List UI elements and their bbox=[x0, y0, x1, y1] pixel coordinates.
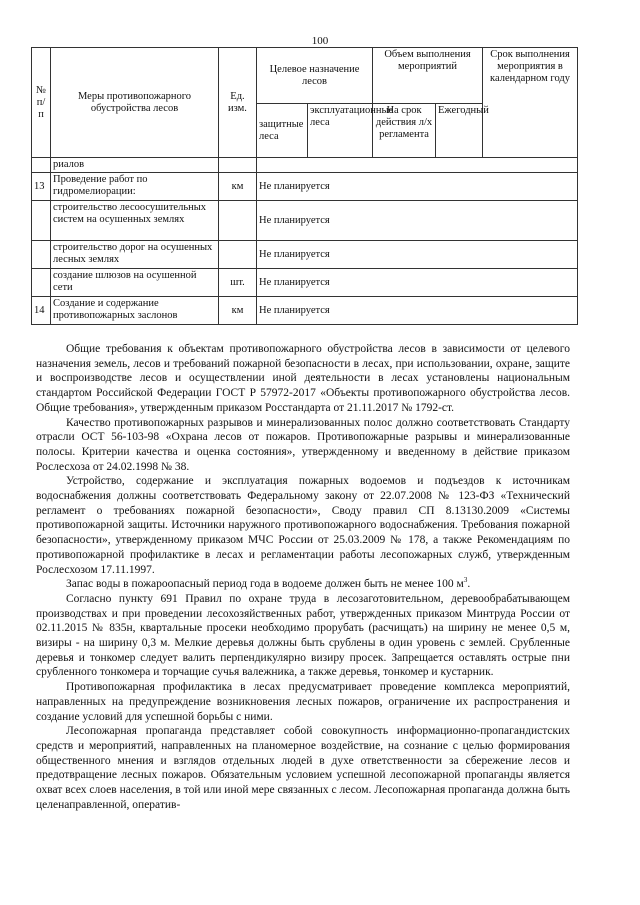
table-row bbox=[32, 241, 578, 269]
cell-status: Не планируется bbox=[257, 241, 578, 269]
cell-measure: Проведение работ по гидромелиорации: bbox=[51, 173, 219, 201]
cell-measure: строительство лесоосушительных систем на осушенных землях bbox=[51, 201, 219, 241]
page-number: 100 bbox=[311, 35, 329, 47]
cell-status bbox=[257, 158, 578, 173]
header-measure: Меры противопожарного обустройства лесов bbox=[51, 48, 219, 158]
header-regulation: На срок действия л/х регламента bbox=[373, 104, 436, 158]
body-text bbox=[36, 342, 570, 813]
table-row bbox=[32, 269, 578, 297]
header-deadline: Срок выполнения мероприятия в календарном году bbox=[483, 48, 578, 158]
cell-status: Не планируется bbox=[257, 269, 578, 297]
superscript-tail: . bbox=[467, 578, 471, 591]
cell-measure: строительство дорог на осушенных лесных землях bbox=[51, 241, 219, 269]
paragraph: Согласно пункту 691 Правил по охране труда в лесозаготовительном, деревообрабатывающем производствах и при проведении лесохозяйственных работ, утвержденных приказом Минтруда России от 02.11.2015 № 835н, квартальные просеки необходимо прорубать (расчищать) на ширину не менее 0,5 м, визиры - на ширину 0,3 м. Мелкие деревья должны быть срублены в один уровень с землей. Срубленные деревья и тонкомер следует валить перпендикулярно визиру просек. Запрещается оставлять острые пни срубленного тонкомера и торчащие сучья валежника, а также деревья, тонкомер и кустарник. bbox=[36, 592, 570, 679]
table-row bbox=[32, 158, 578, 173]
cell-measure: создание шлюзов на осушенной сети bbox=[51, 269, 219, 297]
header-volume: Объем выполнения мероприятий bbox=[373, 48, 483, 104]
paragraph: Лесопожарная пропаганда представляет собой совокупность информационно-пропагандистских средств и мероприятий, направленных на планомерное воздействие, на сознание с целью формирования общественного мнения и взглядов отдельных людей в духе ответственности за сбережение лесов и предотвращение лесных пожаров. Обязательным условием успешной лесопожарной пропаганды является охват всех слоев населения, в той или иной мере связанных с лесом. Лесопожарная пропаганда должна быть целенаправленной, оператив- bbox=[36, 725, 570, 811]
table-row bbox=[32, 297, 578, 325]
header-annual: Ежегодный bbox=[436, 104, 483, 158]
header-protective: защитные леса bbox=[257, 104, 308, 158]
table-row bbox=[32, 201, 578, 241]
header-unit: Ед. изм. bbox=[219, 48, 257, 158]
cell-num: 13 bbox=[32, 173, 51, 201]
cell-unit: км bbox=[219, 297, 257, 325]
header-purpose: Целевое назначение лесов bbox=[257, 48, 373, 104]
cell-unit: км bbox=[219, 173, 257, 201]
cell-unit bbox=[219, 158, 257, 173]
cell-num bbox=[32, 241, 51, 269]
water-reserve-text: Запас воды в пожароопасный период года в водоеме должен быть не менее 100 м bbox=[66, 578, 464, 591]
cell-unit bbox=[219, 201, 257, 241]
cell-unit bbox=[219, 241, 257, 269]
paragraph: Общие требования к объектам противопожарного обустройства лесов в зависимости от целевого назначения земель, лесов и требований пожарной безопасности в лесах, при использовании, охране, защите и воспроизводстве лесов и осуществлении иной деятельности в лесах установлены национальным стандартом Российской Федерации ГОСТ Р 57972-2017 «Объекты противопожарного обустройства лесов. Общие требования», утвержденным приказом Росстандарта от 21.11.2017 № 1792-ст. bbox=[36, 343, 570, 414]
header-num: № п/п bbox=[32, 48, 51, 158]
cell-status: Не планируется bbox=[257, 173, 578, 201]
paragraph: Устройство, содержание и эксплуатация пожарных водоемов и подъездов к источникам водоснабжения должны соответствовать Федеральному закону от 22.07.2008 № 123-ФЗ «Технический регламент о требованиях пожарной безопасности», Своду правил СП 8.13130.2009 «Системы противопожарной защиты. Источники наружного противопожарного водоснабжения. Требования пожарной безопасности», утвержденному приказом МЧС России от 25.03.2009 № 178, а также Рекомендациям по противопожарной профилактике в лесах и регламентации работы лесопожарных служб, утвержденным Рослесхозом 17.11.1997. bbox=[36, 475, 570, 576]
cell-status: Не планируется bbox=[257, 201, 578, 241]
cell-num bbox=[32, 158, 51, 173]
paragraph bbox=[36, 577, 570, 592]
superscript: 3 bbox=[463, 576, 468, 585]
cell-unit: шт. bbox=[219, 269, 257, 297]
paragraph: Противопожарная профилактика в лесах предусматривает проведение комплекса мероприятий, направленных на предупреждение возникновения лесных пожаров, ограничение их распространения и создание условий для успешной борьбы с ними. bbox=[36, 681, 570, 723]
table-row bbox=[32, 173, 578, 201]
cell-num bbox=[32, 201, 51, 241]
cell-status: Не планируется bbox=[257, 297, 578, 325]
cell-measure: риалов bbox=[51, 158, 219, 173]
cell-measure: Создание и содержание противопожарных заслонов bbox=[51, 297, 219, 325]
header-operational: эксплуатационные леса bbox=[308, 104, 373, 158]
fire-measures-table bbox=[31, 47, 578, 325]
cell-num: 14 bbox=[32, 297, 51, 325]
cell-num bbox=[32, 269, 51, 297]
paragraph: Качество противопожарных разрывов и минерализованных полос должно соответствовать Стандарту отрасли ОСТ 56-103-98 «Охрана лесов от пожаров. Противопожарные разрывы и минерализованные полосы. Критерии качества и оценка состояния», утвержденному и введенному в действие приказом Рослесхоза от 24.02.1998 № 38. bbox=[36, 416, 570, 473]
